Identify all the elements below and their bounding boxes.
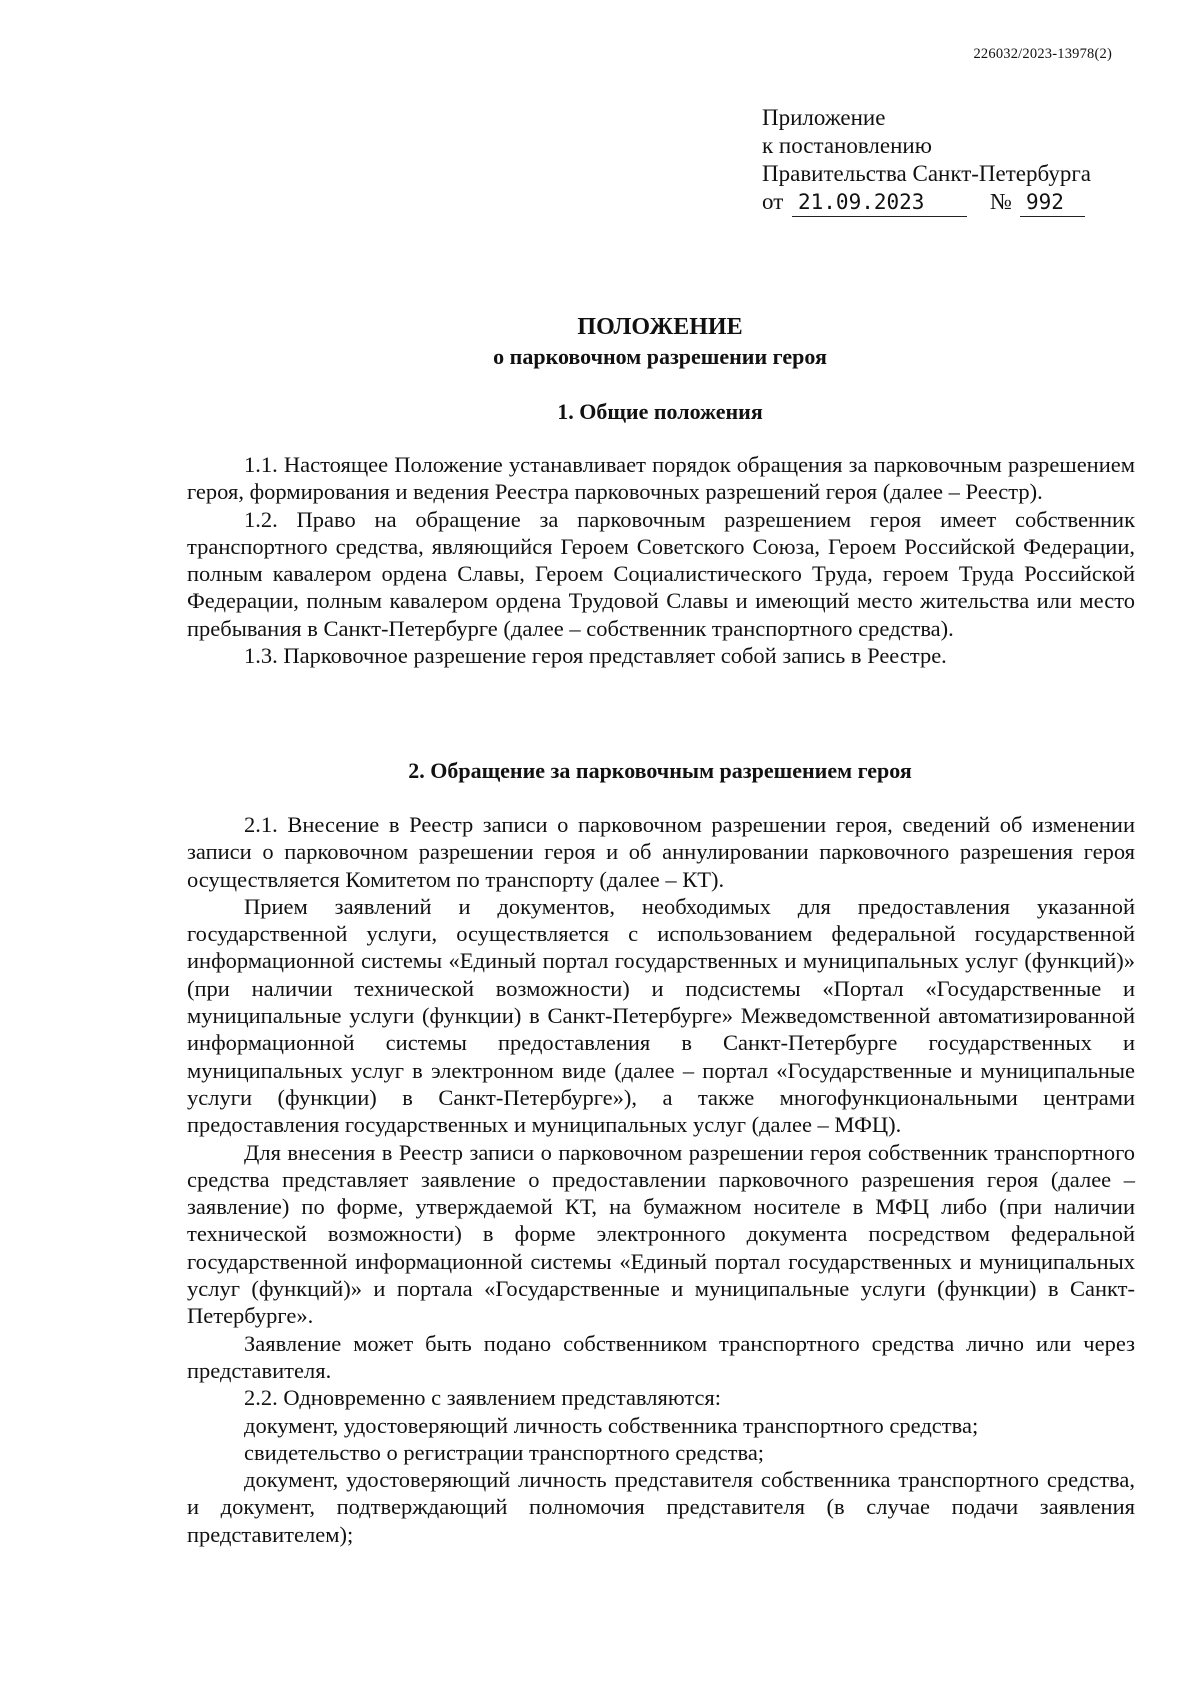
paragraph: документ, удостоверяющий личность представителя собственника транспортного средства, и документ, подтверждающий полномочия представителя (в случае подачи заявления представителем);: [187, 1467, 1135, 1547]
appendix-line-3: Правительства Санкт-Петербурга: [762, 161, 1091, 186]
resolution-date-number: [762, 188, 1091, 218]
resolution-number: 992: [1020, 188, 1085, 217]
section-1-heading: 1. Общие положения: [557, 399, 763, 424]
appendix-line-1: Приложение: [762, 105, 886, 130]
paragraph: 1.1. Настоящее Положение устанавливает порядок обращения за парковочным разрешением героя, формирования и ведения Реестра парковочных разрешений героя (далее – Реестр).: [187, 452, 1135, 505]
resolution-date: 21.09.2023: [792, 188, 967, 217]
paragraph: документ, удостоверяющий личность собственника транспортного средства;: [244, 1412, 979, 1438]
from-label: от: [762, 189, 784, 214]
paragraph: свидетельство о регистрации транспортного средства;: [244, 1439, 765, 1465]
document-number: 226032/2023-13978(2): [973, 46, 1112, 62]
paragraph: Для внесения в Реестр записи о парковочном разрешении героя собственник транспортного средства представляет заявление о предоставлении парковочного разрешения героя (далее – заявление) по форме, утверждаемой КТ, на бумажном носителе в МФЦ либо (при наличии технической возможности) в форме электронного документа посредством федеральной государственной информационной системы «Единый портал государственных и муниципальных услуг (функций)» и портала «Государственные и муниципальные услуги (функции) в Санкт-Петербурге».: [187, 1139, 1135, 1329]
document-subtitle: о парковочном разрешении героя: [493, 344, 827, 369]
paragraph: 2.2. Одновременно с заявлением представляются:: [244, 1385, 722, 1411]
document-title: ПОЛОЖЕНИЕ: [577, 314, 743, 340]
section-1-body: [187, 451, 1135, 669]
section-2-body: [187, 811, 1135, 1548]
number-label: №: [990, 189, 1012, 214]
appendix-line-2: к постановлению: [762, 133, 932, 158]
paragraph: Заявление может быть подано собственником транспортного средства лично или через представителя.: [187, 1330, 1135, 1383]
paragraph: 1.3. Парковочное разрешение героя представляет собой запись в Реестре.: [244, 643, 947, 669]
paragraph: 1.2. Право на обращение за парковочным разрешением героя имеет собственник транспортного средства, являющийся Героем Советского Союза, Героем Российской Федерации, полным кавалером ордена Славы, Героем Социалистического Труда, героем Труда Российской Федерации, полным кавалером ордена Трудовой Славы и имеющий место жительства или место пребывания в Санкт-Петербурге (далее – собственник транспортного средства).: [187, 506, 1135, 641]
paragraph: 2.1. Внесение в Реестр записи о парковочном разрешении героя, сведений об изменении записи о парковочном разрешении героя и об аннулировании парковочного разрешения героя осуществляется Комитетом по транспорту (далее – КТ).: [187, 812, 1135, 892]
paragraph: Прием заявлений и документов, необходимых для предоставления указанной государственной услуги, осуществляется с использованием федеральной государственной информационной системы «Единый портал государственных и муниципальных услуг (функций)» (при наличии технической возможности) и подсистемы «Портал «Государственные и муниципальные услуги (функции) в Санкт-Петербурге» Межведомственной автоматизированной информационной системы предоставления в Санкт-Петербурге государственных и муниципальных услуг в электронном виде (далее – портал «Государственные и муниципальные услуги (функции) в Санкт-Петербурге»), а также многофункциональными центрами предоставления государственных и муниципальных услуг (далее – МФЦ).: [187, 893, 1135, 1138]
section-2-heading: 2. Обращение за парковочным разрешением героя: [408, 758, 912, 783]
appendix-block: [762, 104, 1091, 218]
